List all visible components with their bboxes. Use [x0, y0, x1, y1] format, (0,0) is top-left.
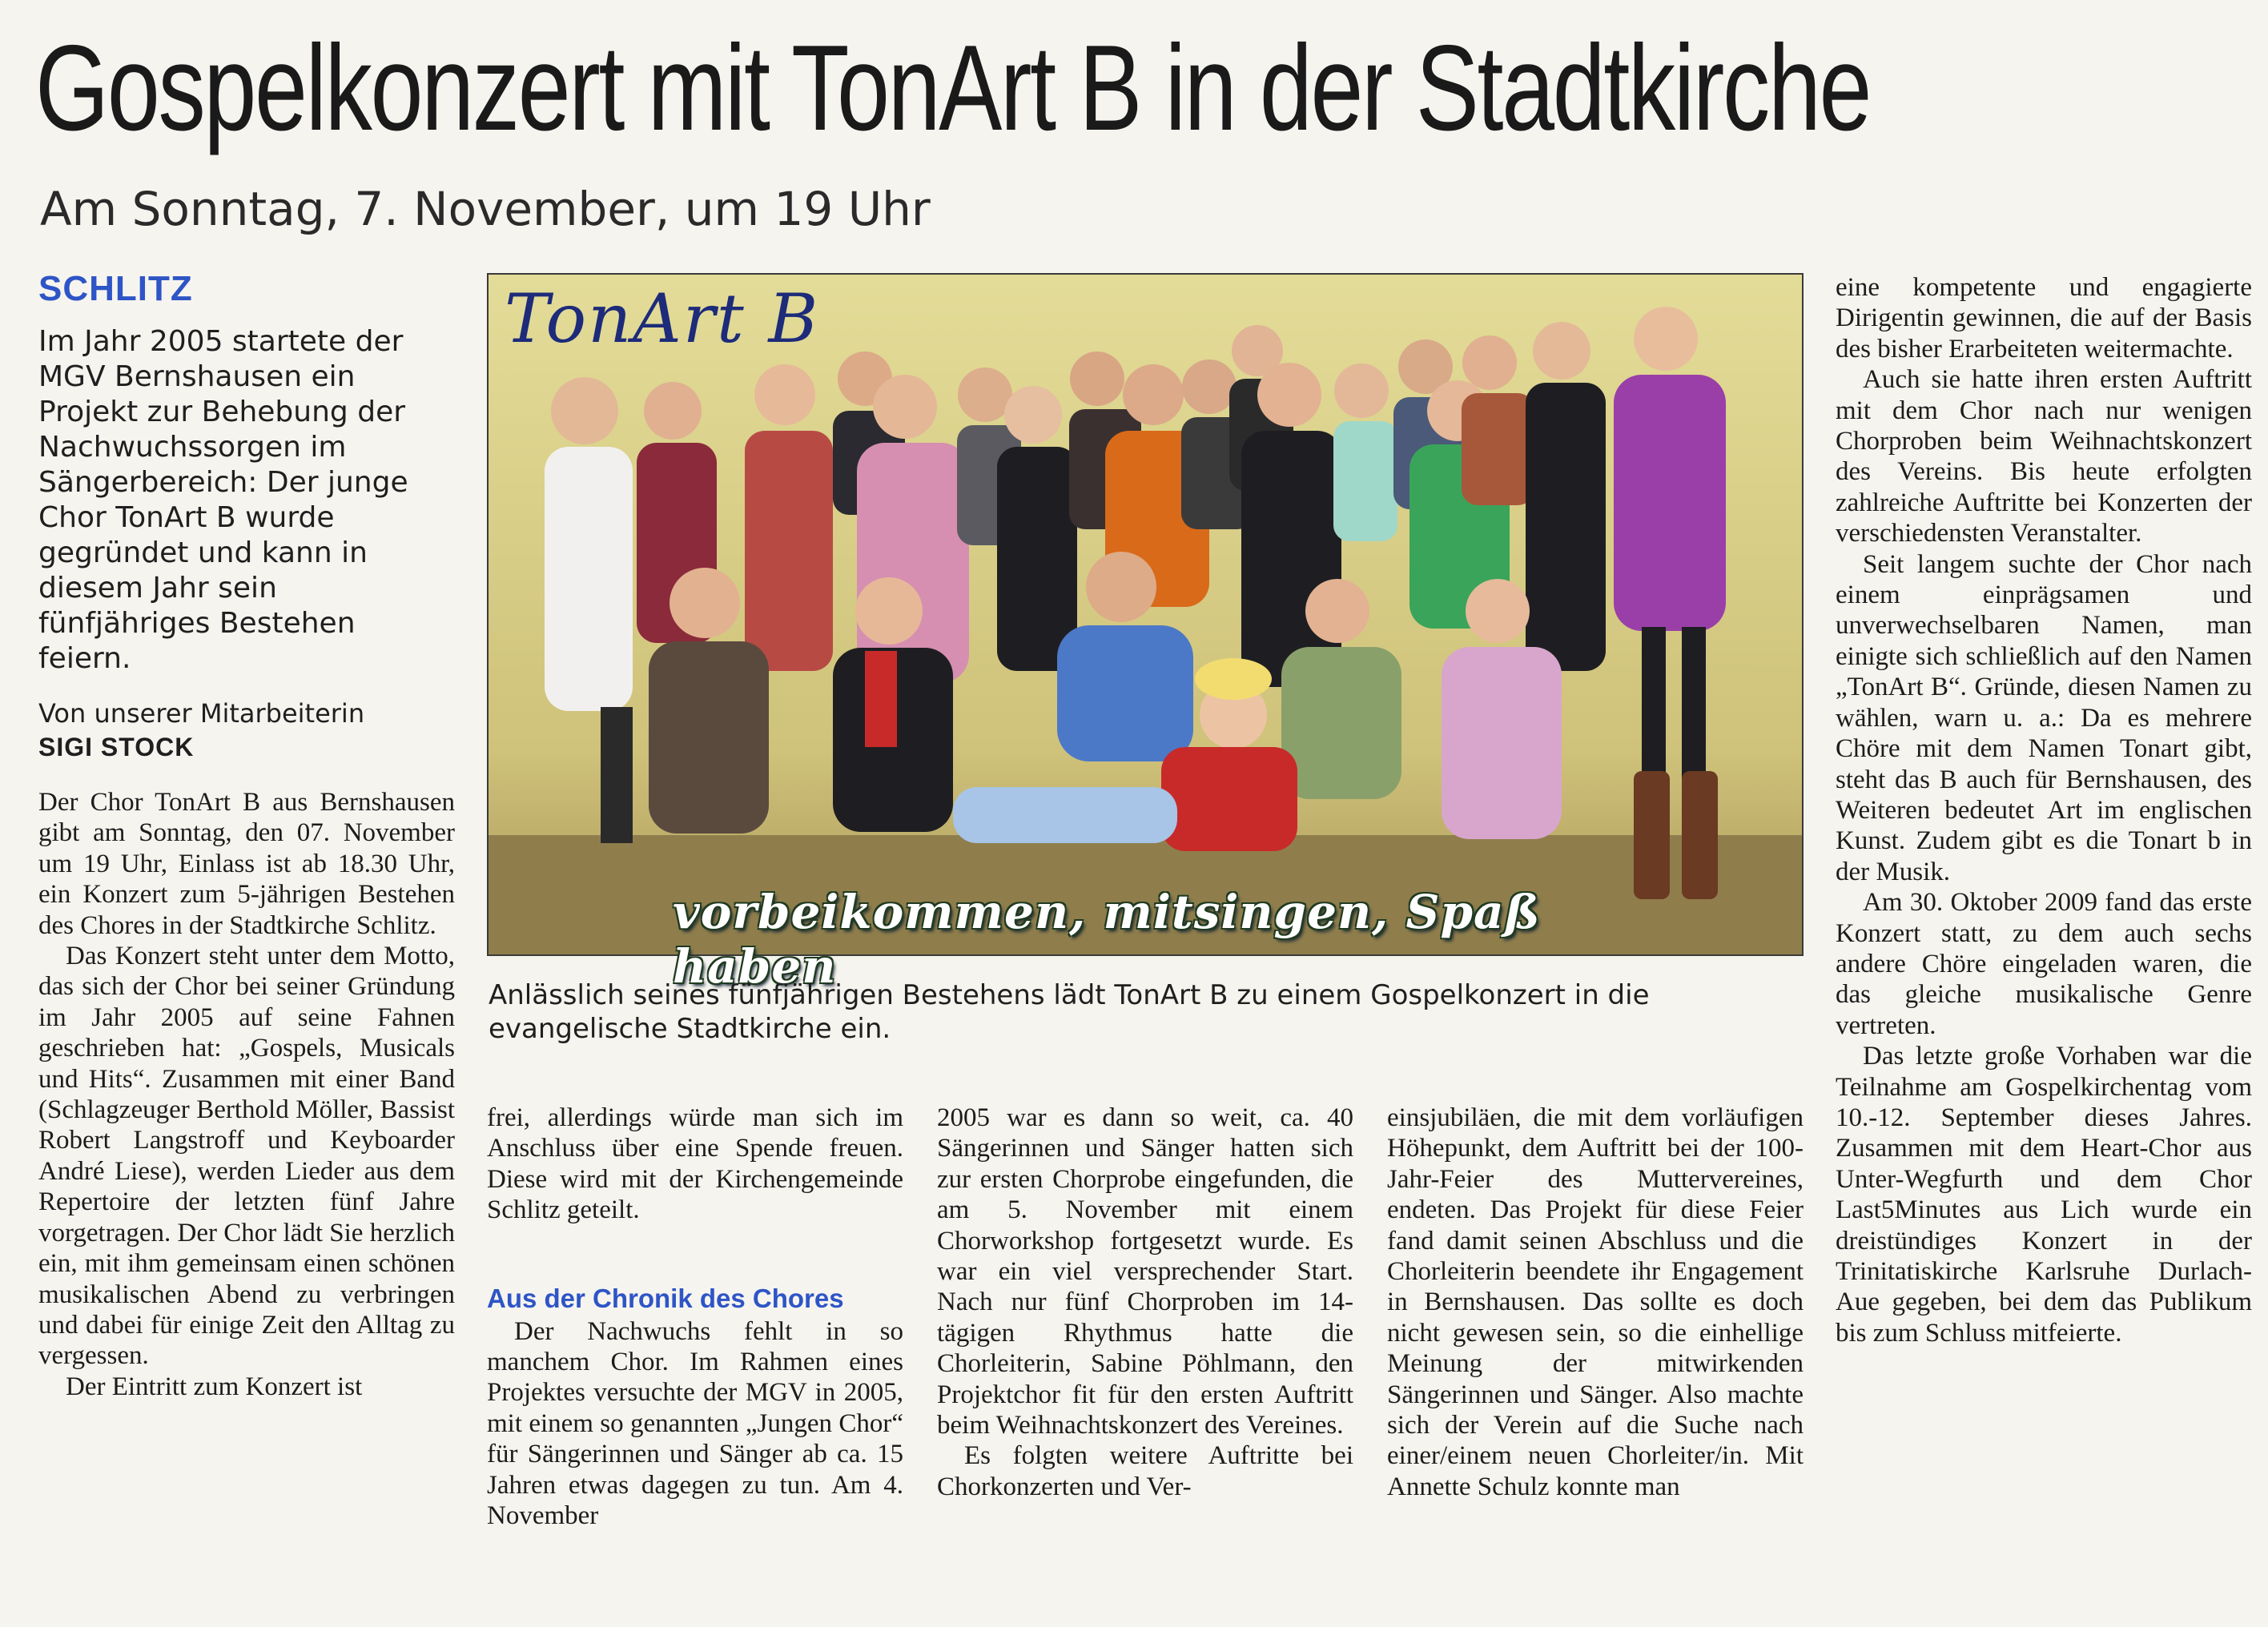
paragraph: 2005 war es dann so weit, ca. 40 Sängerinnen und Sänger hatten sich zur ersten Chorprobe eingefunden, die am 5. November mit einem Chorworkshop fortgesetzt wurde. Es war ein viel versprechender Start. Nach nur fünf Chorproben im 14-tägigen Rhythmus hatte die Chorleiterin, Sabine Pöhlmann, den Projektchor fit für den ersten Auftritt beim Weihnachtskonzert des Vereines. — [937, 1103, 1353, 1440]
paragraph: einsjubiläen, die mit dem vorläufigen Höhepunkt, dem Auftritt bei der 100-Jahr-Feier des Muttervereines, endeten. Das Projekt für diese Feier fand damit seinen Abschluss und die Chorleiterin beendete ihr Engagement in Bernshausen. Das sollte es doch nicht gewesen sein, so die einhellige Meinung der mitwirkenden Sängerinnen und Sänger. Also machte sich der Verein auf die Suche nach einer/einem neuen Chorleiter/in. Mit Annette Schulz konnte man — [1387, 1103, 1804, 1501]
byline-prefix: Von unserer Mitarbeiterin — [38, 698, 365, 729]
paragraph: Am 30. Oktober 2009 fand das erste Konzert statt, zu dem auch sechs andere Chöre eingeladen waren, die das gleiche musikalische Genre vertreten. — [1836, 888, 2252, 1040]
paragraph: Auch sie hatte ihren ersten Auftritt mit dem Chor nach nur wenigen Chorproben beim Weihnachtskonzert des Vereins. Bis heute erfolgten zahlreiche Auftritte bei Konzerten der verschiedensten Veranstalter. — [1836, 365, 2252, 548]
photo-slogan: vorbeikommen, mitsingen, Spaß haben — [673, 885, 1541, 994]
body-column-3 — [937, 1103, 1353, 1502]
section-subtitle: Aus der Chronik des Chores — [487, 1283, 844, 1313]
choir-photo-illustration — [489, 275, 1802, 954]
group-photo — [487, 273, 1804, 994]
byline — [38, 697, 455, 764]
body-column-2 — [487, 1103, 903, 1531]
paragraph: Seit langem suchte der Chor nach einem einprägsamen und unverwechselbaren Namen, man einigte sich schließlich auf den Namen „TonArt B“. Gründe, diesen Namen zu wählen, warn u. a.: Da es mehrere Chöre mit dem Namen Tonart gibt, steht das B auch für Bernshausen, des Weiteren bedeutet Art im englischen Kunst. Zudem gibt es die Tonart b in der Musik. — [1836, 549, 2252, 886]
paragraph: eine kompetente und engagierte Dirigentin gewinnen, die auf der Basis des bisher Erarbeiteten weitermachte. — [1836, 273, 2252, 364]
brand-logo-text: TonArt B — [505, 279, 820, 358]
headline: Gospelkonzert mit TonArt B in der Stadtkirche — [35, 20, 1871, 156]
author-name: SIGI STOCK — [38, 733, 195, 761]
subheadline: Am Sonntag, 7. November, um 19 Uhr — [40, 182, 931, 236]
dateline: SCHLITZ — [38, 269, 193, 308]
paragraph: Der Chor TonArt B aus Bernshausen gibt am Sonntag, den 07. November um 19 Uhr, Einlass ist ab 18.30 Uhr, ein Konzert zum 5-jährigen Bestehen des Chores in der Stadtkirche Schlitz. — [38, 788, 455, 940]
paragraph: Es folgten weitere Auftritte bei Chorkonzerten und Ver- — [937, 1441, 1353, 1501]
paragraph: frei, allerdings würde man sich im Anschluss über eine Spende freuen. Diese wird mit der Kirchengemeinde Schlitz geteilt. — [487, 1103, 903, 1225]
body-column-1 — [38, 787, 455, 1402]
paragraph: Das letzte große Vorhaben war die Teilnahme am Gospelkirchentag vom 10.-12. September dieses Jahres. Zusammen mit dem Heart-Chor aus Unter-Wegfurth und dem Chor Last5Minutes aus Lich wurde ein dreistündiges Konzert in der Trinitatiskirche Karlsruhe Durlach-Aue gegeben, bei dem das Publikum bis zum Schluss mitfeierte. — [1836, 1042, 2252, 1348]
body-column-4 — [1387, 1103, 1804, 1502]
paragraph: Das Konzert steht unter dem Motto, das sich der Chor bei seiner Gründung im Jahr 2005 auf seine Fahnen geschrieben hat: „Gospels, Musicals und Hits“. Zusammen mit einer Band (Schlagzeuger Berthold Möller, Bassist Robert Langstroff und Keyboarder André Liese), werden Lieder aus dem Repertoire der letzten fünf Jahre vorgetragen. Der Chor lädt Sie herzlich ein, mit ihm gemeinsam einen schönen musikalischen Abend zu verbringen und dabei für einige Zeit den Alltag zu vergessen. — [38, 942, 455, 1371]
photo-caption: Anlässlich seines fünfjährigen Bestehens lädt TonArt B zu einem Gospelkonzert in die evangelische Stadtkirche ein. — [489, 979, 1650, 1045]
paragraph: Der Nachwuchs fehlt in so manchem Chor. Im Rahmen eines Projektes versuchte der MGV in 2005, mit einem so genannten „Jungen Chor“ für Sängerinnen und Sänger ab ca. 15 Jahren etwas dagegen zu tun. Am 4. November — [487, 1316, 903, 1531]
paragraph: Der Eintritt zum Konzert ist — [66, 1372, 363, 1401]
body-column-5 — [1836, 272, 2252, 1348]
intro-paragraph: Im Jahr 2005 startete der MGV Bernshausen ein Projekt zur Behebung der Nachwuchssorgen im Sängerbereich: Der junge Chor TonArt B wurde gegründet und kann in diesem Jahr sein fünfjähriges Bestehen feiern. — [38, 325, 408, 675]
